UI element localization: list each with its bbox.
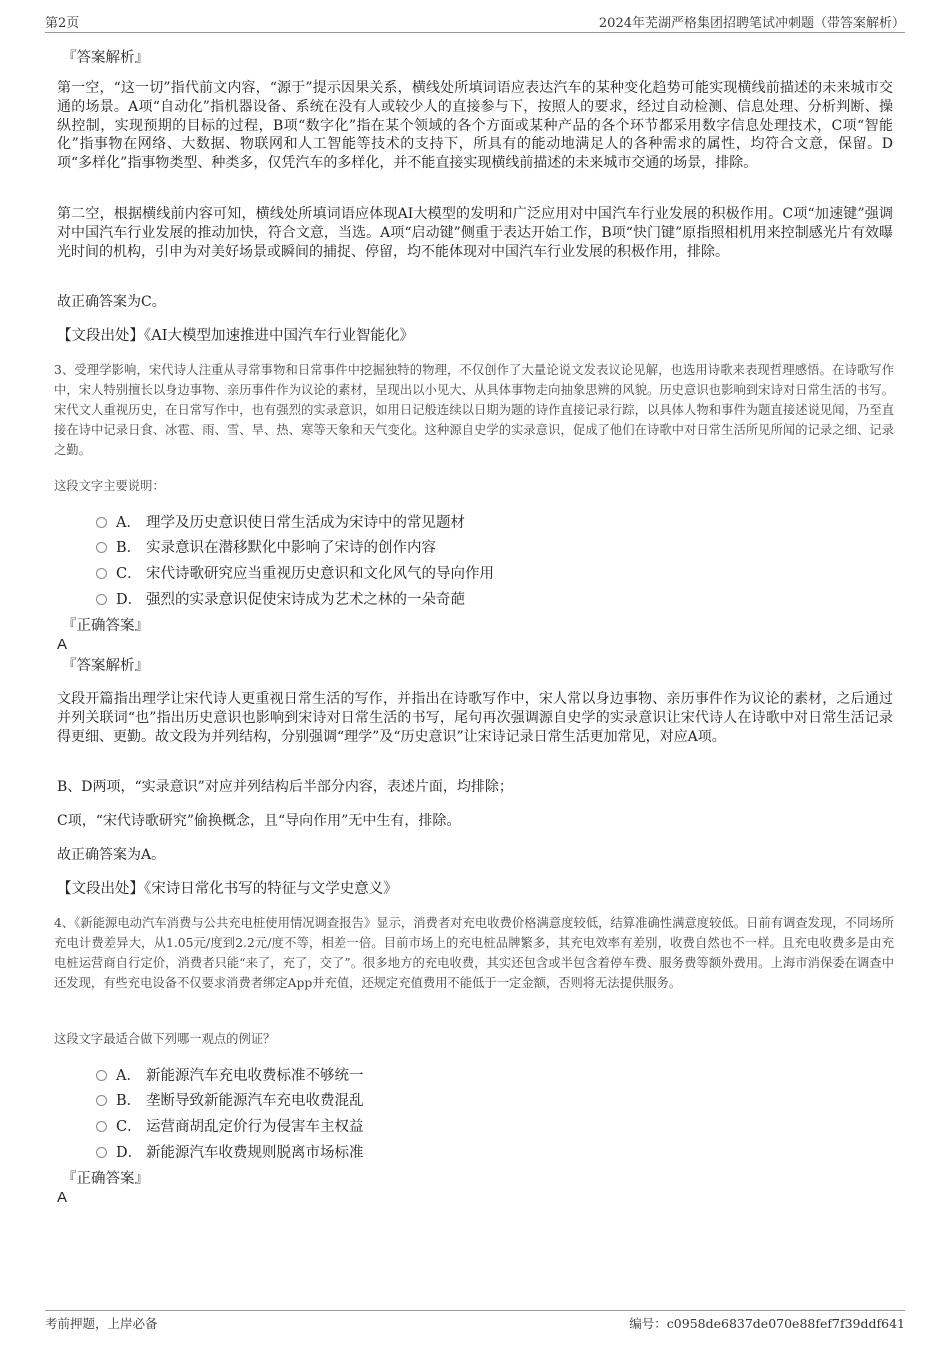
page-number: 第2页 (45, 16, 80, 31)
page-header (0, 0, 950, 34)
correct-answer: A (57, 1189, 68, 1206)
option-b[interactable]: B． 垄断导致新能源汽车充电收费混乱 (96, 1088, 364, 1110)
conclusion: 故正确答案为A。 (57, 847, 166, 863)
radio-icon[interactable] (96, 1070, 107, 1081)
question-passage: 3、受理学影响，宋代诗人注重从寻常事物和日常事件中挖掘独特的物理，不仅创作了大量论说文发表议论见解，也选用诗歌来表现哲理感悟。在诗歌写作中，宋人特别擅长以身边事物、亲历事件作为议论的素材，呈现出以小见大、从具体事物走向抽象思辨的风貌。历史意识也影响到宋诗对日常生活的书写。宋代文人重视历史，在日常写作中，也有强烈的实录意识，如用日记般连续以日期为题的诗作直接记录行踪，以具体人物和事件为题直接述说见闻，乃至直接在诗中记录日食、冰雹、雨、雪、旱、热、寒等天象和天气变化。这种源自史学的实录意识，促成了他们在诗歌中对日常生活所见所闻的记录之细、记录之勤。 (54, 363, 894, 457)
radio-icon[interactable] (96, 1121, 107, 1132)
footer-slogan: 考前押题，上岸必备 (45, 1316, 158, 1331)
correct-answer-label: 『正确答案』 (62, 618, 149, 634)
option-a[interactable]: A． 理学及历史意识使日常生活成为宋诗中的常见题材 (96, 510, 465, 532)
option-text: 新能源汽车充电收费标准不够统一 (146, 1067, 364, 1084)
conclusion: 故正确答案为C。 (57, 294, 166, 310)
footer-divider (45, 1310, 905, 1311)
correct-answer: A (57, 636, 68, 653)
option-a[interactable]: A． 新能源汽车充电收费标准不够统一 (96, 1063, 364, 1085)
radio-icon[interactable] (96, 568, 107, 579)
option-d[interactable]: D． 强烈的实录意识促使宋诗成为艺术之林的一朵奇葩 (96, 587, 465, 609)
option-text: 运营商胡乱定价行为侵害车主权益 (146, 1118, 364, 1135)
radio-icon[interactable] (96, 594, 107, 605)
question-passage: 4、《新能源电动汽车消费与公共充电桩使用情况调查报告》显示，消费者对充电收费价格满意度较低，结算准确性满意度较低。日前有调查发现，不同场所充电计费差异大，从1.05元/度到2.2元/度不等，相差一倍。目前市场上的充电桩品牌繁多，其充电效率有差别，收费自然也不一样。且充电收费多是由充电桩运营商自行定价，消费者只能“来了，充了，交了”。很多地方的充电收费，其实还包含或半包含着停车费、服务费等额外费用。上海市消保委在调查中还发现，有些充电设备不仅要求消费者绑定App并充值，还规定充值费用不能低于一定金额，否则将无法提供服务。 (54, 916, 894, 990)
analysis-paragraph: 第一空，“这一切”指代前文内容，“源于”提示因果关系，横线处所填词语应表达汽车的某种变化趋势可能实现横线前描述的未来城市交通的场景。A项“自动化”指机器设备、系统在没有人或较少人的直接参与下，按照人的要求，经过自动检测、信息处理、分析判断、操纵控制，实现预期的目标的过程，B项“数字化”指在某个领域的各个方面或某种产品的各个环节都采用数字信息处理技术，C项“智能化”指事物在网络、大数据、物联网和人工智能等技术的支持下，所具有的能动地满足人的各种需求的属性，均符合文意，保留。D项“多样化”指事物类型、种类多，仅凭汽车的多样化，并不能直接实现横线前描述的未来城市交通的场景，排除。 (57, 80, 893, 172)
radio-icon[interactable] (96, 1095, 107, 1106)
document-title: 2024年芜湖严格集团招聘笔试冲刺题（带答案解析） (598, 16, 905, 31)
question-stem: 这段文字主要说明： (54, 479, 165, 493)
radio-icon[interactable] (96, 517, 107, 528)
header-divider (45, 32, 905, 33)
option-d[interactable]: D． 新能源汽车收费规则脱离市场标准 (96, 1140, 364, 1162)
option-b[interactable]: B． 实录意识在潜移默化中影响了宋诗的创作内容 (96, 535, 436, 557)
option-c[interactable]: C． 运营商胡乱定价行为侵害车主权益 (96, 1114, 364, 1136)
question-stem: 这段文字最适合做下列哪一观点的例证？ (54, 1032, 276, 1046)
analysis-label: 『答案解析』 (62, 658, 149, 674)
passage-source: 【文段出处】《AI大模型加速推进中国汽车行业智能化》 (57, 328, 414, 344)
radio-icon[interactable] (96, 542, 107, 553)
option-text: 强烈的实录意识促使宋诗成为艺术之林的一朵奇葩 (146, 591, 465, 608)
analysis-label: 『答案解析』 (62, 50, 149, 66)
option-text: 理学及历史意识使日常生活成为宋诗中的常见题材 (146, 514, 465, 531)
correct-answer-label: 『正确答案』 (62, 1171, 149, 1187)
option-text: 垄断导致新能源汽车充电收费混乱 (146, 1092, 364, 1109)
analysis-paragraph: 文段开篇指出理学让宋代诗人更重视日常生活的写作，并指出在诗歌写作中，宋人常以身边事物、亲历事件作为议论的素材，之后通过并列关联词“也”指出历史意识也影响到宋诗对日常生活的书写，尾句再次强调源自史学的实录意识让宋代诗人在诗歌中对日常生活记录得更细、更勤。故文段为并列结构，分别强调“理学”及“历史意识”让宋诗记录日常生活更加常见，对应A项。 (57, 691, 893, 745)
option-text: 实录意识在潜移默化中影响了宋诗的创作内容 (146, 539, 436, 556)
option-c[interactable]: C． 宋代诗歌研究应当重视历史意识和文化风气的导向作用 (96, 561, 494, 583)
document-code: 编号：c0958de6837de070e88fef7f39ddf641 (629, 1316, 905, 1331)
passage-source: 【文段出处】《宋诗日常化书写的特征与文学史意义》 (57, 881, 398, 897)
analysis-paragraph: C项，“宋代诗歌研究”偷换概念，且“导向作用”无中生有，排除。 (57, 813, 461, 829)
radio-icon[interactable] (96, 1147, 107, 1158)
analysis-paragraph: B、D两项，“实录意识”对应并列结构后半部分内容，表述片面，均排除； (57, 779, 513, 795)
analysis-paragraph: 第二空，根据横线前内容可知，横线处所填词语应体现AI大模型的发明和广泛应用对中国汽车行业发展的积极作用。C项“加速键”强调对中国汽车行业发展的推动加快，符合文意，当选。A项“启动键”侧重于表达开始工作，B项“快门键”原指照相机用来控制感光片有效曝光时间的机构，引申为对美好场景或瞬间的捕捉、停留，均不能体现对中国汽车行业发展的积极作用，排除。 (57, 206, 893, 260)
option-text: 宋代诗歌研究应当重视历史意识和文化风气的导向作用 (146, 565, 494, 582)
option-text: 新能源汽车收费规则脱离市场标准 (146, 1144, 364, 1161)
